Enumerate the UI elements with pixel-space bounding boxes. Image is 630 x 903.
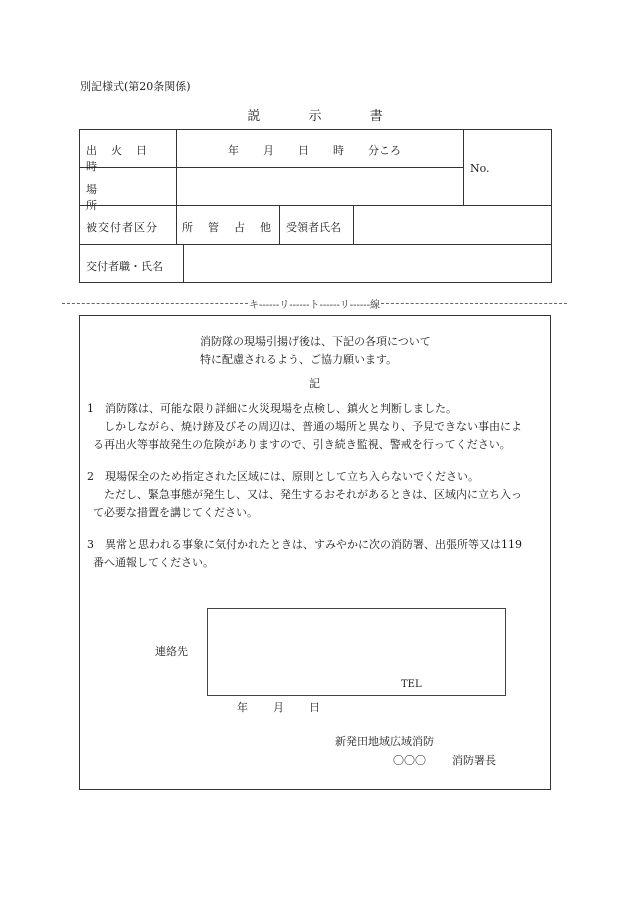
title-char-2: 示 xyxy=(308,109,322,124)
cut-line-label: キ------リ------ト------リ------線 xyxy=(248,300,381,311)
notice-intro-line1: 消防隊の現場引揚げ後は、下記の各項について xyxy=(200,335,431,348)
receiver-name-field[interactable] xyxy=(354,206,551,243)
form-reference: 別記様式(第20条関係) xyxy=(80,80,191,93)
item1-line3: る再出火等事故発生の危険がありますので、引き続き監視、警戒を行ってください。 xyxy=(93,438,511,451)
option-sho[interactable]: 所 xyxy=(182,221,193,234)
option-sen[interactable]: 占 xyxy=(234,221,245,234)
issuer-label: 交付者職・氏名 xyxy=(86,260,163,273)
item1-line1: 1 消防隊は、可能な限り詳細に火災現場を点検し、鎮火と判断しました。 xyxy=(87,402,457,415)
item2-line1: 2 現場保全のため指定された区域には、原則として立ち入らないでください。 xyxy=(87,470,479,483)
notice-intro-line2: 特に配慮されるよう、ご協力願います。 xyxy=(200,353,398,366)
item1-line2: しかしながら、焼け跡及びその周辺は、普通の場所と異なり、予見できない事由によ xyxy=(104,420,522,433)
number-label: No. xyxy=(470,162,490,175)
date-year: 年 xyxy=(237,701,248,714)
fire-datetime-label: 出火日時 xyxy=(86,144,161,173)
notice-ki: 記 xyxy=(309,377,320,390)
unit-day: 日 xyxy=(298,144,309,157)
item2-line2: ただし、緊急事態が発生し、又は、発生するおそれがあるときは、区域内に立ち入っ xyxy=(104,488,522,501)
item3-line1: 3 異常と思われる事象に気付かれたときは、すみやかに次の消防署、出張所等又は119 xyxy=(87,538,522,551)
location-label: 場所 xyxy=(86,183,154,212)
item3-line2: 番へ通報してください。 xyxy=(93,556,214,569)
receiver-name-label: 受領者氏名 xyxy=(286,221,341,234)
contact-label: 連絡先 xyxy=(155,645,188,658)
cut-line xyxy=(62,296,567,311)
tel-label: TEL xyxy=(401,679,422,690)
unit-hour: 時 xyxy=(333,144,344,157)
location-field[interactable] xyxy=(177,168,462,204)
recipient-category-label: 被交付者区分 xyxy=(86,221,158,234)
issuer-field[interactable] xyxy=(184,245,551,281)
chief-name-placeholder: 〇〇〇 xyxy=(393,754,426,767)
date-month: 月 xyxy=(273,701,284,714)
issuing-authority: 新発田地域広域消防 xyxy=(335,735,434,748)
recipient-category-options xyxy=(182,219,276,233)
number-field[interactable] xyxy=(464,130,551,205)
item2-line3: て必要な措置を講じてください。 xyxy=(93,506,258,519)
title-char-1: 説 xyxy=(247,109,261,124)
fire-datetime-field[interactable] xyxy=(228,142,438,156)
date-day: 日 xyxy=(309,701,320,714)
chief-title: 消防署長 xyxy=(452,754,496,767)
unit-year: 年 xyxy=(228,144,239,157)
contact-box[interactable] xyxy=(207,608,506,696)
unit-minute: 分ころ xyxy=(368,144,401,157)
option-kan[interactable]: 管 xyxy=(208,221,219,234)
unit-month: 月 xyxy=(263,144,274,157)
notice-date xyxy=(237,702,337,716)
option-ta[interactable]: 他 xyxy=(260,221,271,234)
title-char-3: 書 xyxy=(369,109,383,124)
